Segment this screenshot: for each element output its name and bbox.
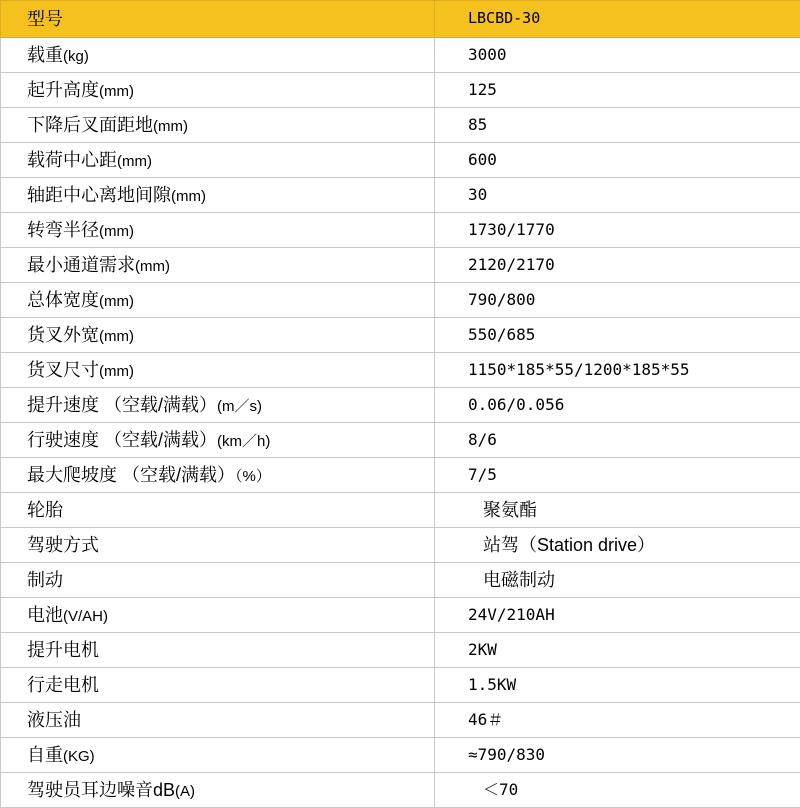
row-label-text: 货叉外宽 — [27, 325, 99, 345]
row-label-unit: (mm) — [117, 153, 152, 170]
row-label-unit: (mm) — [99, 293, 134, 310]
row-label-cell — [1, 703, 435, 738]
row-label-cell — [1, 283, 435, 318]
row-label-text: 行驶速度 （空载/满载） — [27, 430, 217, 450]
row-label-cell — [1, 493, 435, 528]
row-label-unit: (m／s) — [217, 398, 262, 415]
row-value-cell: 聚氨酯 — [435, 493, 800, 528]
table-row — [1, 318, 800, 353]
row-label-cell — [1, 458, 435, 493]
row-label-unit: (mm) — [99, 363, 134, 380]
row-label-cell — [1, 38, 435, 73]
row-label-text: 轴距中心离地间隙 — [27, 185, 171, 205]
table-row — [1, 108, 800, 143]
row-value-cell: 站驾（Station drive） — [435, 528, 800, 563]
row-label-unit: (mm) — [99, 223, 134, 240]
table-row — [1, 668, 800, 703]
row-label-text: 最小通道需求 — [27, 255, 135, 275]
row-label-cell — [1, 668, 435, 703]
row-label-text: 电池 — [27, 605, 63, 625]
header-label-cell: 型号 — [1, 1, 435, 38]
table-row — [1, 388, 800, 423]
row-label-text: 提升速度 （空载/满载） — [27, 395, 217, 415]
row-label-cell — [1, 773, 435, 808]
row-label-cell — [1, 563, 435, 598]
table-row — [1, 563, 800, 598]
row-value-cell: 2KW — [435, 633, 800, 668]
row-label-unit: (mm) — [135, 258, 170, 275]
table-row — [1, 213, 800, 248]
row-value-cell: 30 — [435, 178, 800, 213]
row-value-cell: ≈790/830 — [435, 738, 800, 773]
row-label-unit: (KG) — [63, 748, 95, 765]
row-value-cell: 2120/2170 — [435, 248, 800, 283]
row-label-text: 轮胎 — [27, 500, 63, 520]
table-row — [1, 353, 800, 388]
row-label-text: 总体宽度 — [27, 290, 99, 310]
table-row — [1, 493, 800, 528]
row-label-cell — [1, 633, 435, 668]
row-label-cell — [1, 528, 435, 563]
table-row — [1, 703, 800, 738]
row-value-cell: 24V/210AH — [435, 598, 800, 633]
row-label-cell — [1, 143, 435, 178]
row-value-cell: 1150*185*55/1200*185*55 — [435, 353, 800, 388]
table-body — [1, 1, 800, 808]
row-value-cell: 550/685 — [435, 318, 800, 353]
table-row — [1, 143, 800, 178]
row-label-unit: (mm) — [99, 83, 134, 100]
row-label-text: 驾驶员耳边噪音dB — [27, 780, 175, 800]
row-label-unit: （%） — [235, 468, 271, 485]
row-label-cell — [1, 318, 435, 353]
row-label-unit: (mm) — [171, 188, 206, 205]
row-value-cell: 7/5 — [435, 458, 800, 493]
row-label-cell — [1, 178, 435, 213]
table-row — [1, 598, 800, 633]
row-label-text: 载重 — [27, 45, 63, 65]
row-value-cell: 46＃ — [435, 703, 800, 738]
row-label-text: 下降后叉面距地 — [27, 115, 153, 135]
row-label-text: 提升电机 — [27, 640, 99, 660]
row-label-cell — [1, 353, 435, 388]
row-label-text: 起升高度 — [27, 80, 99, 100]
table-row — [1, 73, 800, 108]
table-row — [1, 38, 800, 73]
row-label-text: 转弯半径 — [27, 220, 99, 240]
row-label-unit: (km／h) — [217, 433, 270, 450]
row-label-text: 最大爬坡度 （空载/满载） — [27, 465, 235, 485]
row-value-cell: 600 — [435, 143, 800, 178]
table-row — [1, 738, 800, 773]
row-label-text: 液压油 — [27, 710, 81, 730]
table-row — [1, 178, 800, 213]
row-label-unit: (mm) — [99, 328, 134, 345]
row-label-text: 制动 — [27, 570, 63, 590]
row-value-cell: 3000 — [435, 38, 800, 73]
table-row — [1, 528, 800, 563]
row-label-cell — [1, 73, 435, 108]
row-value-cell: 8/6 — [435, 423, 800, 458]
table-row — [1, 773, 800, 808]
row-value-cell: 1730/1770 — [435, 213, 800, 248]
table-header-row — [1, 1, 800, 38]
row-label-text: 自重 — [27, 745, 63, 765]
row-value-cell: 电磁制动 — [435, 563, 800, 598]
row-value-cell: 0.06/0.056 — [435, 388, 800, 423]
row-label-cell — [1, 388, 435, 423]
row-label-text: 行走电机 — [27, 675, 99, 695]
table-row — [1, 458, 800, 493]
row-value-cell: 85 — [435, 108, 800, 143]
row-label-cell — [1, 248, 435, 283]
row-label-cell — [1, 213, 435, 248]
row-label-text: 货叉尺寸 — [27, 360, 99, 380]
table-row — [1, 633, 800, 668]
row-label-unit: (V/AH) — [63, 608, 108, 625]
row-value-cell: 790/800 — [435, 283, 800, 318]
row-label-text: 驾驶方式 — [27, 535, 99, 555]
row-label-cell — [1, 738, 435, 773]
table-row — [1, 283, 800, 318]
row-value-cell: 125 — [435, 73, 800, 108]
row-label-text: 载荷中心距 — [27, 150, 117, 170]
row-label-unit: (kg) — [63, 48, 89, 65]
row-label-cell — [1, 598, 435, 633]
row-label-cell — [1, 423, 435, 458]
row-label-unit: (A) — [175, 783, 195, 800]
row-label-cell — [1, 108, 435, 143]
table-row — [1, 248, 800, 283]
header-value-cell: LBCBD-30 — [435, 1, 800, 38]
row-value-cell: ＜70 — [435, 773, 800, 808]
row-label-unit: (mm) — [153, 118, 188, 135]
table-row — [1, 423, 800, 458]
row-value-cell: 1.5KW — [435, 668, 800, 703]
